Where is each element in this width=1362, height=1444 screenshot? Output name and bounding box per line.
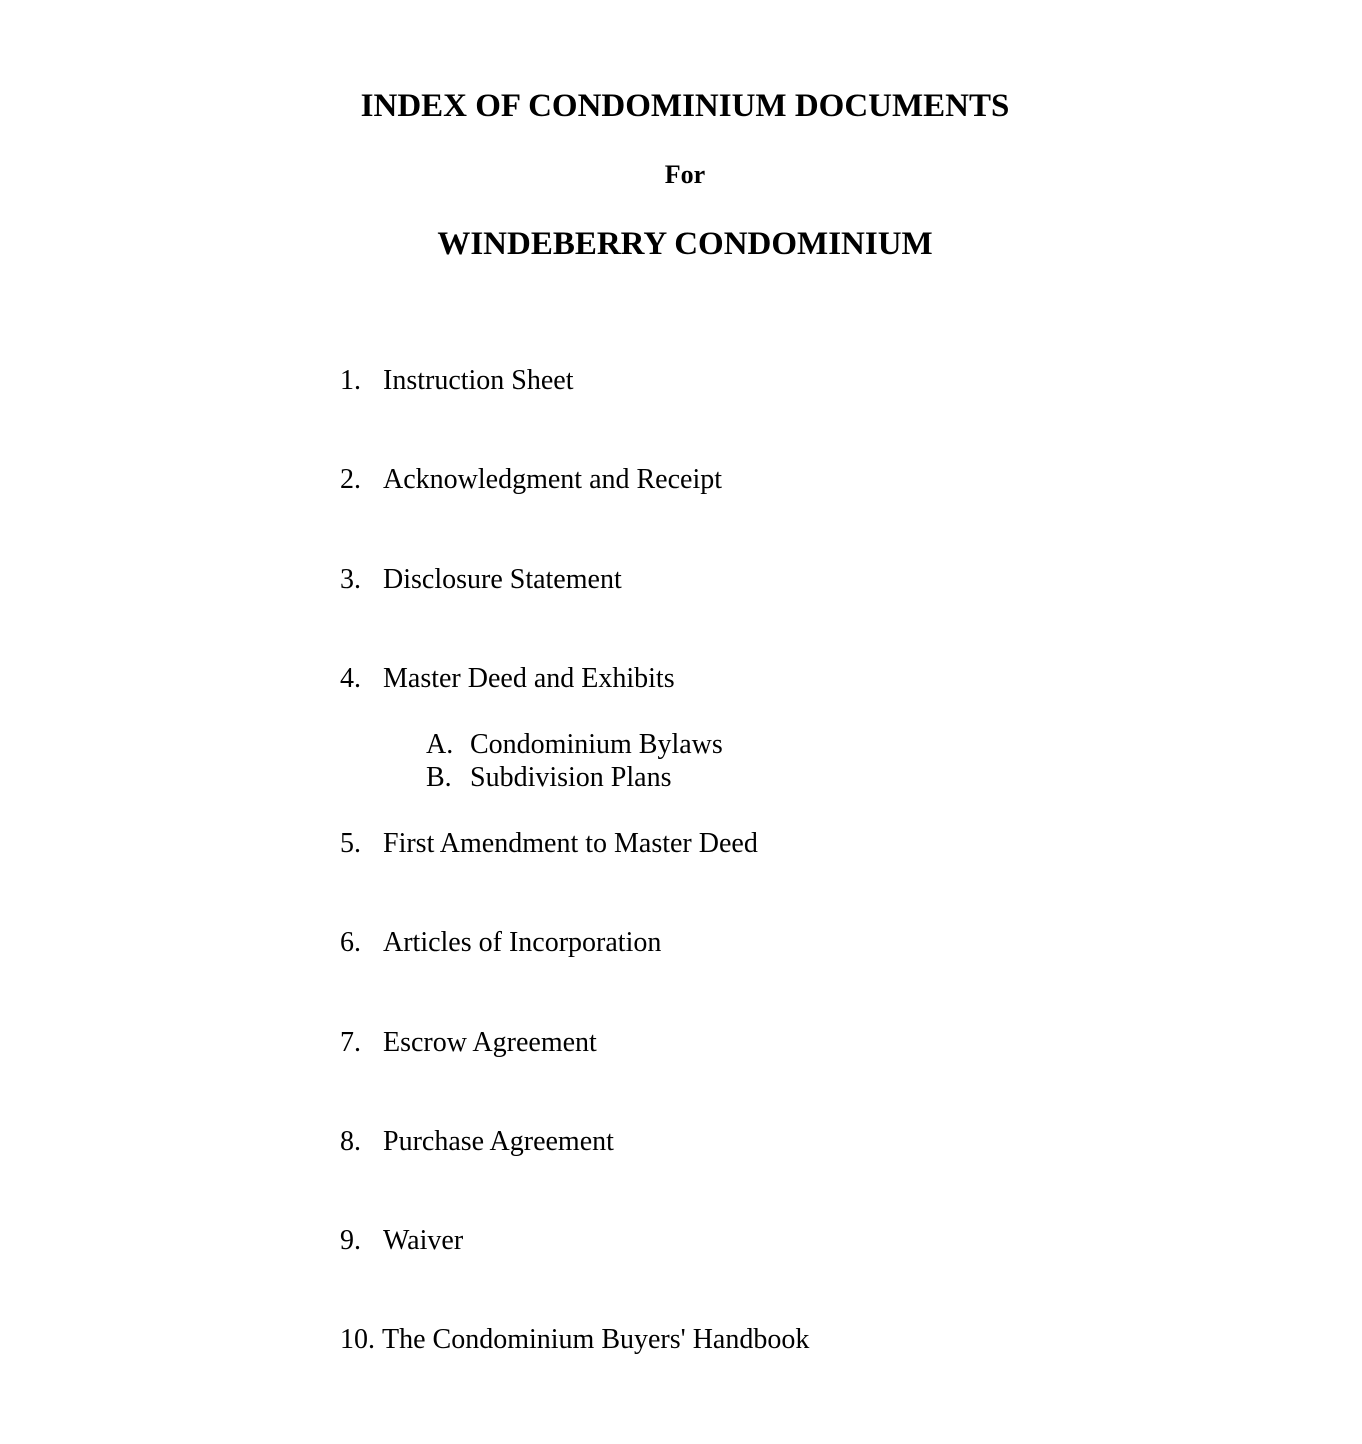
sub-list-item-letter: B. [426,762,452,793]
list-item-label: Escrow Agreement [383,1027,597,1058]
list-item [340,1323,809,1357]
list-item-label: Purchase Agreement [383,1126,614,1157]
sub-list-item-letter: A. [426,729,454,760]
list-item [340,827,758,861]
list-item-number: 7. [340,1027,361,1058]
list-item-label: Acknowledgment and Receipt [383,464,723,495]
sub-list-item-label: Subdivision Plans [470,762,672,793]
list-item-number: 4. [340,663,361,694]
list-item [340,662,675,696]
list-item-label: Articles of Incorporation [383,927,662,958]
list-item-label: The Condominium Buyers' Handbook [382,1324,810,1355]
list-item [340,364,574,398]
list-item-number: 6. [340,927,361,958]
sub-list-item [426,761,671,795]
list-item-number: 2. [340,464,361,495]
list-item-label: Instruction Sheet [383,365,574,396]
list-item [340,463,722,497]
list-item-number: 3. [340,564,361,595]
list-item-label: Master Deed and Exhibits [383,663,675,694]
page-title: INDEX OF CONDOMINIUM DOCUMENTS [360,88,1010,124]
list-item-label: First Amendment to Master Deed [383,828,758,859]
list-item-number: 1. [340,365,361,396]
sub-list-item [426,728,723,762]
list-item-label: Disclosure Statement [383,564,622,595]
list-item [340,1224,463,1258]
list-item-number: 9. [340,1225,361,1256]
list-item [340,563,622,597]
list-item-label: Waiver [383,1225,464,1256]
condominium-name: WINDEBERRY CONDOMINIUM [437,226,933,262]
list-item-number: 5. [340,828,361,859]
sub-list-item-label: Condominium Bylaws [470,729,723,760]
list-item-number: 10. [340,1324,375,1355]
list-item-number: 8. [340,1126,361,1157]
page-subtitle-for: For [664,160,706,189]
list-item [340,1026,597,1060]
list-item [340,1125,614,1159]
list-item [340,926,661,960]
